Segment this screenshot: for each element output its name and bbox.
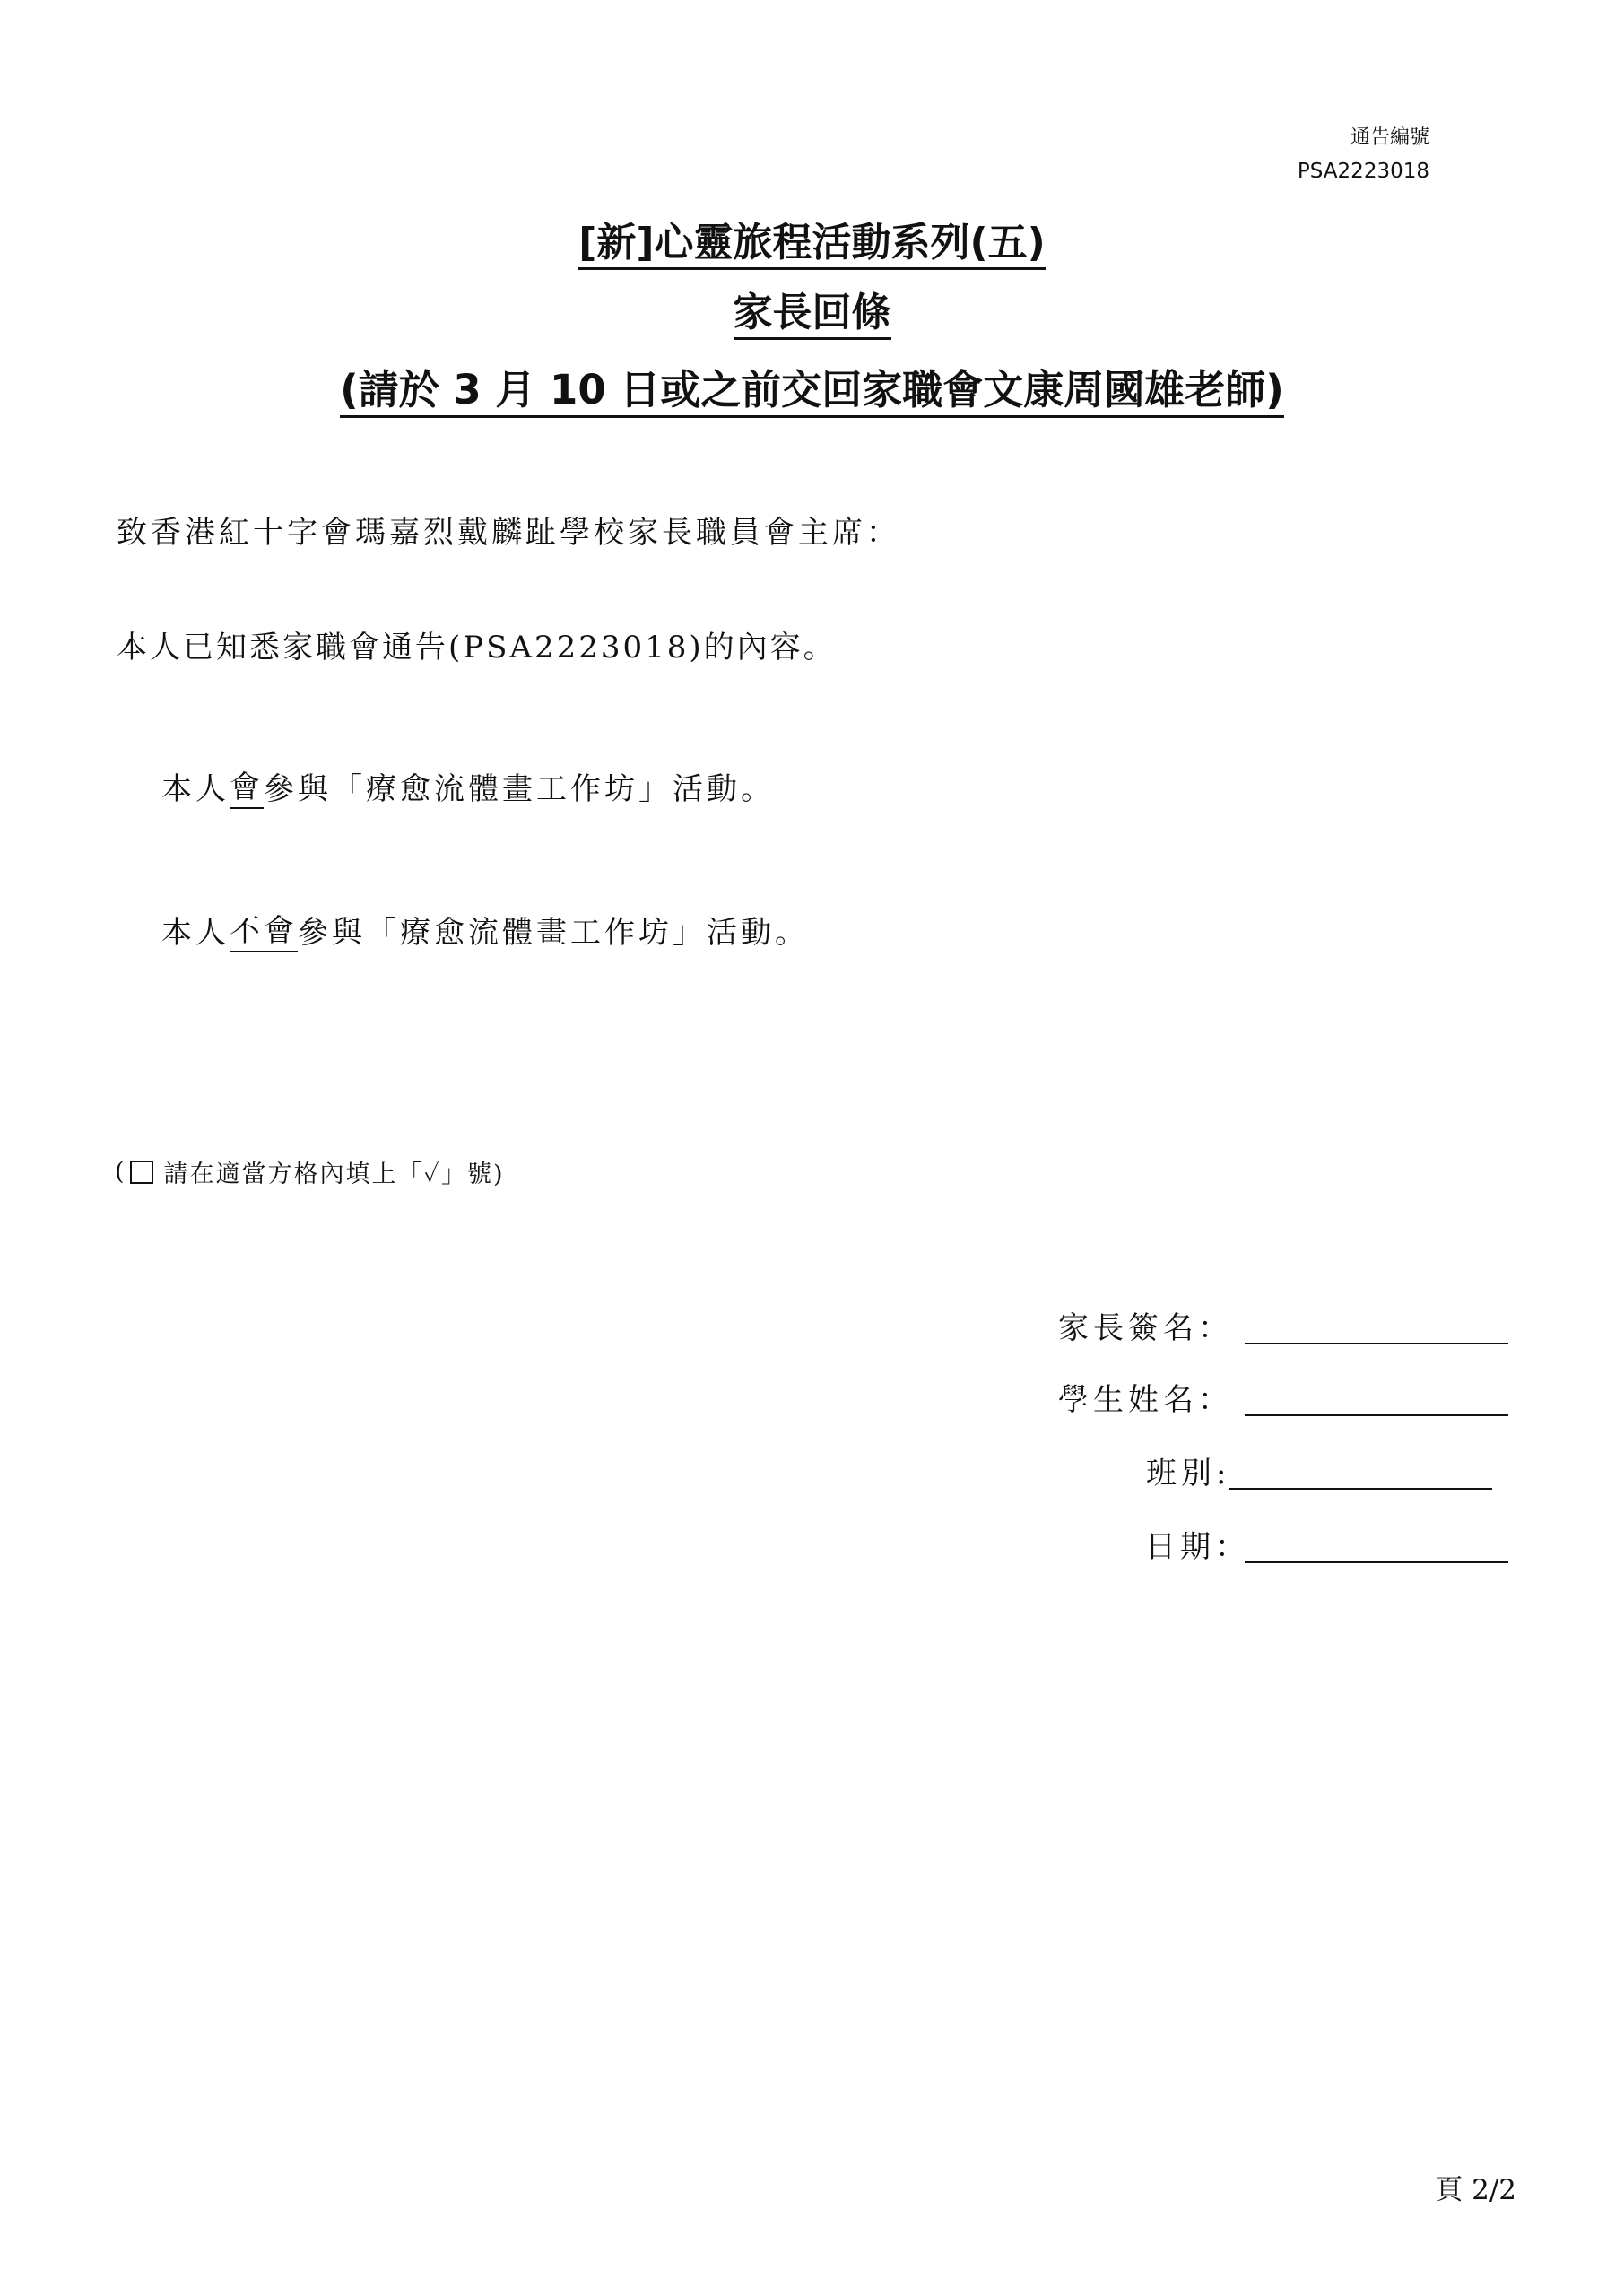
notice-number: PSA2223018 [1297,160,1429,183]
date-field[interactable] [1058,1522,1524,1576]
page-number: 頁 2/2 [1435,2174,1516,2206]
date-line[interactable] [1245,1561,1508,1563]
option-emphasis: 會 [230,762,264,809]
checkbox-instruction [115,1154,505,1189]
date-label: 日期： [1145,1529,1250,1565]
option-suffix: 參與「療愈流體畫工作坊」活動。 [298,914,809,951]
option-will-not-attend[interactable] [117,906,809,952]
reply-slip-title [0,280,1624,337]
document-title [0,210,1624,267]
class-label: 班別: [1146,1456,1231,1492]
student-name-field[interactable] [1058,1375,1524,1429]
checkbox-icon [130,1161,153,1184]
class-line[interactable] [1229,1488,1492,1490]
student-name-line[interactable] [1245,1414,1508,1416]
parent-signature-label: 家長簽名： [1058,1310,1233,1346]
hint-open-paren: ( [115,1158,126,1186]
option-emphasis: 不會 [230,906,298,952]
parent-signature-line[interactable] [1245,1343,1508,1344]
option-will-attend[interactable] [117,762,775,809]
hint-text: 請在適當方格內填上「✓」號) [163,1161,505,1188]
class-field[interactable] [1058,1448,1524,1502]
reply-slip-title-text: 家長回條 [734,290,891,340]
option-suffix: 參與「療愈流體畫工作坊」活動。 [264,770,775,807]
addressee: 致香港紅十字會瑪嘉烈戴麟趾學校家長職員會主席： [117,515,900,551]
student-name-label: 學生姓名： [1058,1382,1233,1418]
option-prefix: 本人 [161,770,230,807]
return-deadline [0,357,1624,415]
acknowledgement: 本人已知悉家職會通告(PSA2223018)的內容。 [117,630,837,665]
return-deadline-text: (請於 3 月 10 日或之前交回家職會文康周國雄老師) [340,366,1284,418]
parent-signature-field[interactable] [1058,1303,1524,1357]
option-prefix: 本人 [161,914,230,951]
notice-number-label: 通告編號 [1350,126,1429,149]
document-title-text: [新]心靈旅程活動系列(五) [578,220,1045,270]
